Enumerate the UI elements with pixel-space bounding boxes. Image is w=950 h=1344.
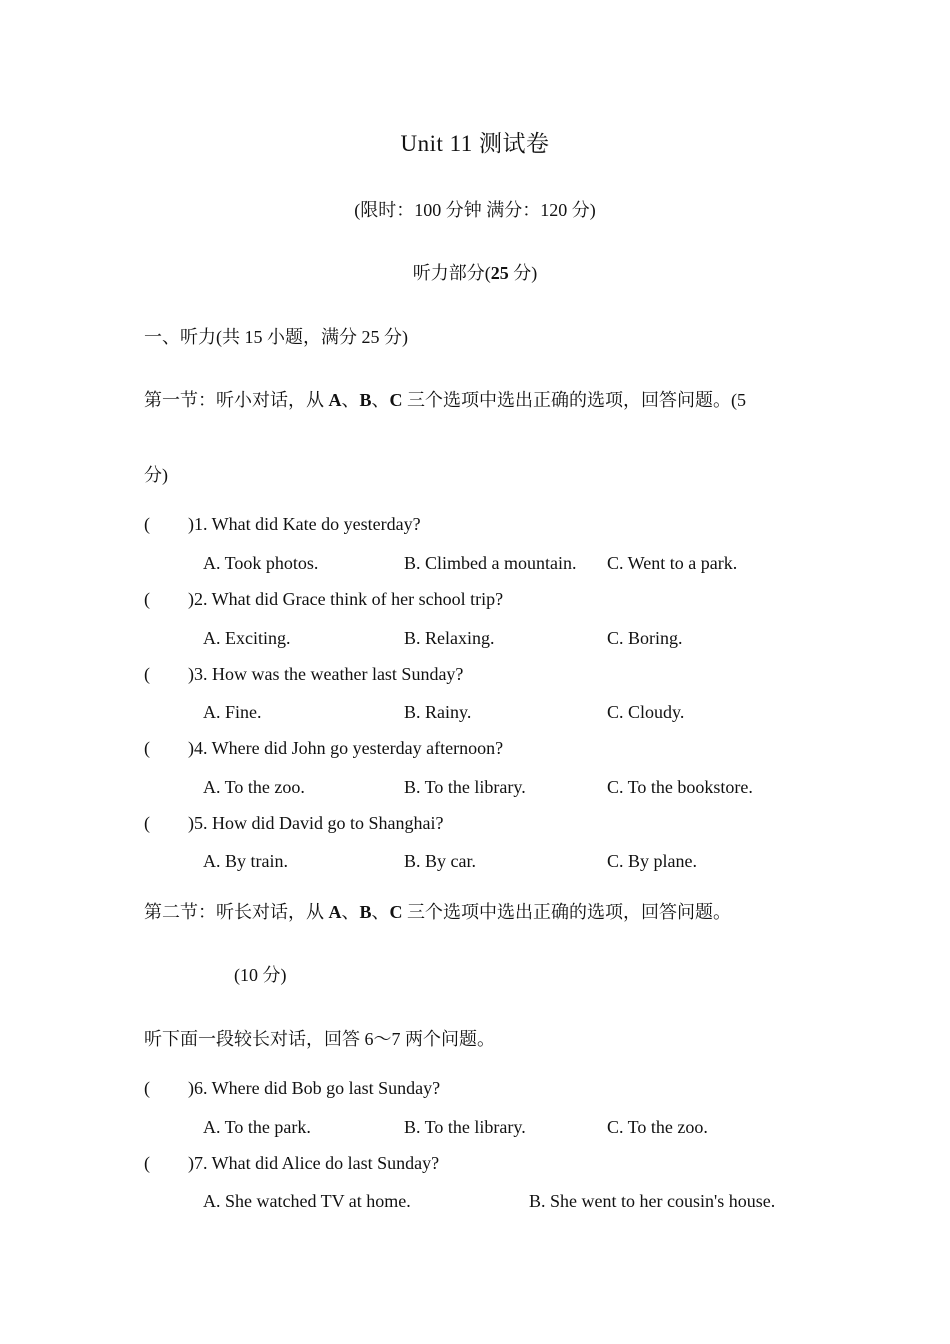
answer-bracket[interactable]: (: [144, 664, 150, 684]
section1-text-2: 三个选项中选出正确的选项，回答问题。(5: [402, 390, 747, 410]
section1-option-b: B: [359, 390, 372, 410]
answer-bracket[interactable]: (: [144, 813, 150, 833]
option-b: B. To the library.: [404, 1117, 526, 1137]
option-a: A. She watched TV at home.: [203, 1191, 411, 1211]
section2-option-b: B: [359, 902, 372, 922]
question-text: )2. What did Grace think of her school trip?: [188, 589, 504, 609]
section1-instruction: [144, 391, 746, 409]
answer-bracket[interactable]: (: [144, 738, 150, 758]
answer-bracket[interactable]: (: [144, 1153, 150, 1173]
option-b: B. Relaxing.: [404, 628, 495, 648]
part1-heading: 一、听力(共 15 小题，满分 25 分): [144, 327, 408, 347]
section2-text-2: 三个选项中选出正确的选项，回答问题。: [402, 902, 732, 922]
page-title: Unit 11 测试卷: [400, 131, 550, 156]
option-c: C. By plane.: [607, 851, 697, 871]
answer-bracket[interactable]: (: [144, 514, 150, 534]
option-a: A. Took photos.: [203, 553, 319, 573]
option-c: C. Boring.: [607, 628, 683, 648]
section2-sep-1: 、: [341, 902, 360, 922]
listening-heading-suffix: 分): [508, 263, 538, 283]
option-a: A. By train.: [203, 851, 288, 871]
section2-score: (10 分): [234, 965, 287, 985]
listening-section-heading: [0, 264, 950, 282]
question-text: )4. Where did John go yesterday afternoon?: [188, 738, 504, 758]
question-text: )3. How was the weather last Sunday?: [188, 664, 464, 684]
section2-option-a: A: [328, 902, 342, 922]
section1-sep-2: 、: [371, 390, 390, 410]
option-a: A. Exciting.: [203, 628, 291, 648]
option-c: C. To the bookstore.: [607, 777, 753, 797]
question-text: )5. How did David go to Shanghai?: [188, 813, 444, 833]
dialogue-intro: 听下面一段较长对话，回答 6～7 两个问题。: [144, 1029, 495, 1049]
option-a: A. Fine.: [203, 702, 262, 722]
listening-heading-score: 25: [490, 263, 509, 283]
time-limit-subtitle: (限时：100 分钟 满分：120 分): [354, 200, 596, 220]
section1-instruction-continued: 分): [144, 465, 168, 485]
section2-instruction: [144, 903, 731, 921]
section2-sep-2: 、: [371, 902, 390, 922]
section2-option-c: C: [389, 902, 403, 922]
question-text: )1. What did Kate do yesterday?: [188, 514, 421, 534]
listening-heading-prefix: 听力部分(: [412, 263, 491, 283]
option-b: B. To the library.: [404, 777, 526, 797]
option-c: C. To the zoo.: [607, 1117, 708, 1137]
answer-bracket[interactable]: (: [144, 1078, 150, 1098]
option-b: B. She went to her cousin's house.: [529, 1191, 776, 1211]
option-b: B. By car.: [404, 851, 476, 871]
option-a: A. To the zoo.: [203, 777, 305, 797]
option-b: B. Climbed a mountain.: [404, 553, 577, 573]
section1-option-c: C: [389, 390, 403, 410]
section1-sep-1: 、: [341, 390, 360, 410]
section1-option-a: A: [328, 390, 342, 410]
question-text: )6. Where did Bob go last Sunday?: [188, 1078, 441, 1098]
section2-text-1: 第二节：听长对话，从: [144, 902, 329, 922]
option-c: C. Went to a park.: [607, 553, 738, 573]
answer-bracket[interactable]: (: [144, 589, 150, 609]
option-c: C. Cloudy.: [607, 702, 685, 722]
question-text: )7. What did Alice do last Sunday?: [188, 1153, 440, 1173]
option-a: A. To the park.: [203, 1117, 311, 1137]
option-b: B. Rainy.: [404, 702, 472, 722]
section1-text-1: 第一节：听小对话，从: [144, 390, 329, 410]
